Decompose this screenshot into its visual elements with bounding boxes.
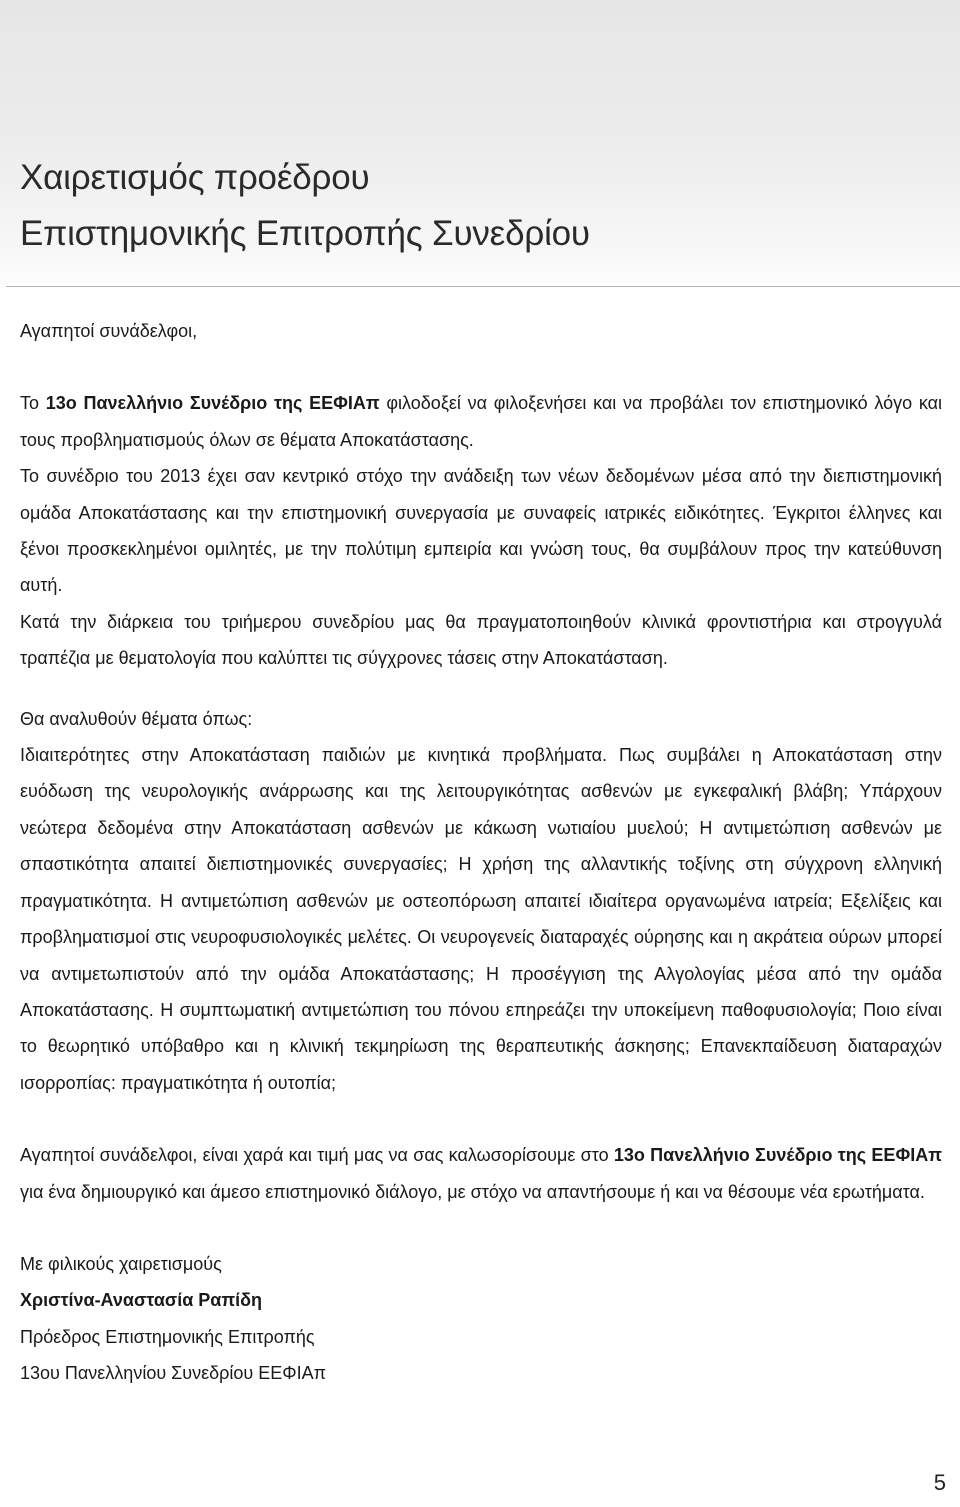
page-title [20,150,590,262]
paragraph-intro: Το 13ο Πανελλήνιο Συνέδριο της ΕΕΦΙΑπ φιλοδοξεί να φιλοξενήσει και να προβάλει τον επιστημονικό λόγο και τους προβληματισμούς όλων σε θέματα Αποκατάστασης. [20,393,943,450]
topics-heading: Θα αναλυθούν θέματα όπως: [20,708,253,729]
signature-role: Πρόεδρος Επιστημονικής Επιτροπής [20,1326,315,1347]
paragraph-workshops: Κατά την διάρκεια του τριήμερου συνεδρίου μας θα πραγματοποιηθούν κλινικά φροντιστήρια και στρογγυλά τραπέζια με θεματολογία που καλύπτει τις σύγχρονες τάσεις στην Αποκατάσταση. [20,611,942,669]
header-divider [6,286,960,287]
signature-salutation: Με φιλικούς χαιρετισμούς [20,1253,222,1274]
greeting: Αγαπητοί συνάδελφοι, [20,321,198,341]
paragraph-goals: Το συνέδριο του 2013 έχει σαν κεντρικό στόχο την ανάδειξη των νέων δεδομένων μέσα από την διεπιστημονική ομάδα Αποκατάστασης και την επιστημονική συνεργασία με συναφείς ιατρικές ειδικότητες. Έγκριτοι έλληνες και ξένοι προσκεκλημένοι ομιλητές, με την πολύτιμη εμπειρία και γνώση τους, θα συμβάλουν προς την κατεύθυνση αυτή. [20,466,942,596]
congress-name-bold-2: 13ο Πανελλήνιο Συνέδριο της ΕΕΦΙΑπ [613,1145,942,1166]
paragraph-closing: Αγαπητοί συνάδελφοι, είναι χαρά και τιμή μας να σας καλωσορίσουμε στο 13ο Πανελλήνιο Συνέδριο της ΕΕΦΙΑπ για ένα δημιουργικό και άμεσο επιστημονικό διάλογο, με στόχο να απαντήσουμε ή και να θέσουμε νέα ερωτήματα. [20,1145,942,1202]
congress-name-bold: 13ο Πανελλήνιο Συνέδριο της ΕΕΦΙΑπ [45,393,380,414]
topics-paragraph: Ιδιαιτερότητες στην Αποκατάσταση παιδιών με κινητικά προβλήματα. Πως συμβάλει η Αποκατάσταση στην ευόδωση της νευρολογικής ανάρρωσης και της λειτουργικότητας ασθενών με εγκεφαλική βλάβη; Υπάρχουν νεώτερα δεδομένα στην Αποκατάσταση ασθενών με κάκωση νωτιαίου μυελού; Η αντιμετώπιση ασθενών με σπαστικότητα απαιτεί διεπιστημονικές συνεργασίες; Η χρήση της αλλαντικής τοξίνης στη σύγχρονη ελληνική πραγματικότητα. Η αντιμετώπιση ασθενών με οστεοπόρωση απαιτεί ιδιαίτερα οργανωμένα ιατρεία; Εξελίξεις και προβληματισμοί στις νευροφυσιολογικές μελέτες. Οι νευρογενείς διαταραχές ούρησης και η ακράτεια ούρων μπορεί να αντιμετωπιστούν από την ομάδα Αποκατάστασης; Η προσέγγιση της Αλγολογίας μέσα από την ομάδα Αποκατάστασης. Η συμπτωματική αντιμετώπιση του πόνου επηρεάζει την υποκείμενη παθοφυσιολογία; Ποιο είναι το θεωρητικό υπόβαθρο και η κλινική τεκμηρίωση της θεραπευτικής άσκησης; Επανεκπαίδευση διαταραχών ισορροπίας: πραγματικότητα ή ουτοπία; [20,745,942,1093]
signature-event: 13ου Πανελληνίου Συνεδρίου ΕΕΦΙΑπ [20,1363,327,1384]
signature-name: Χριστίνα-Αναστασία Ραπίδη [20,1290,263,1311]
letter-body [20,313,942,1392]
page-number: 5 [933,1470,946,1495]
title-line-2: Επιστημονικής Επιτροπής Συνεδρίου [20,214,590,253]
title-line-1: Χαιρετισμός προέδρου [20,158,370,197]
